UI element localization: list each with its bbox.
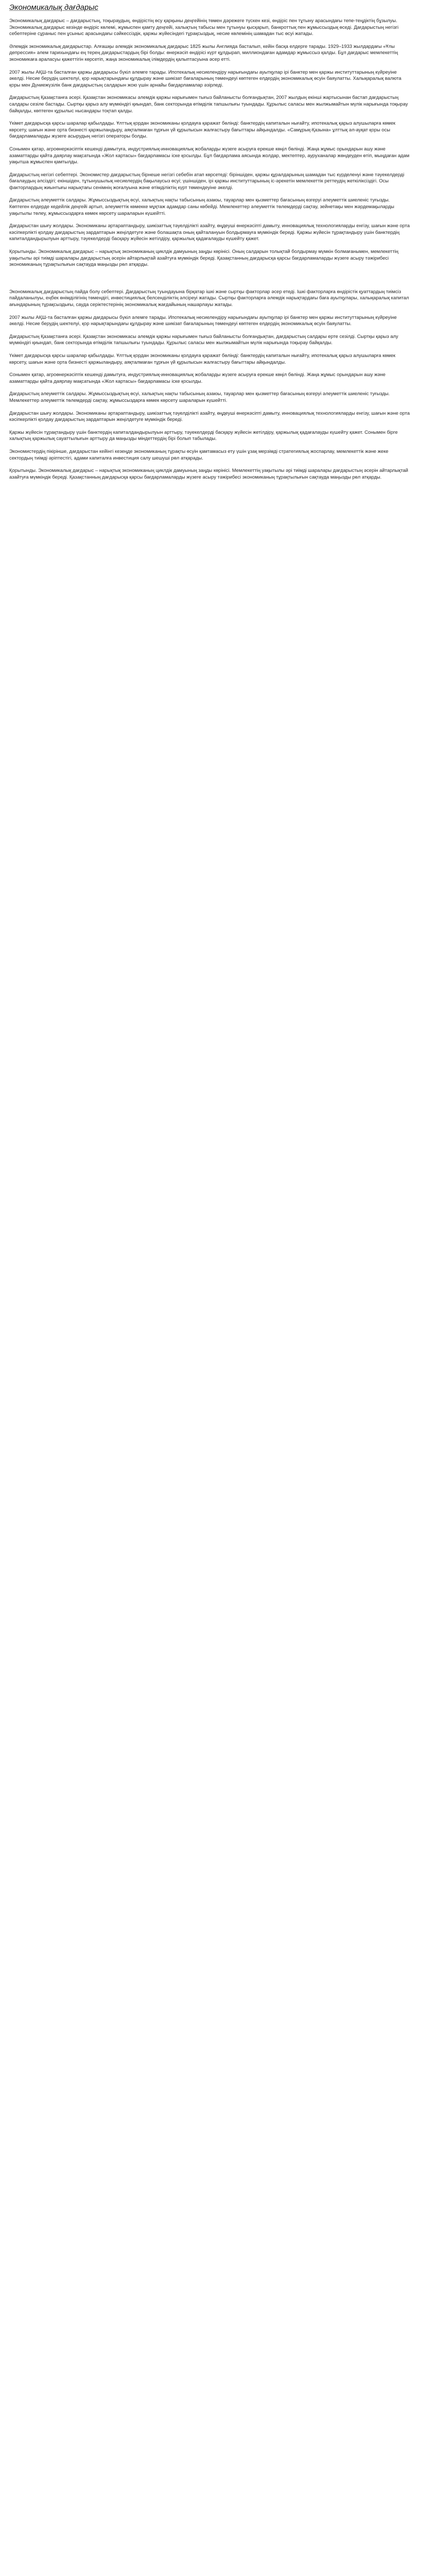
document-title: Экономикалық дағдарыс [9,3,98,12]
essay-part-one [9,18,411,268]
paragraph: Дағдарыстың Қазақстанға әсері. Қазақстан экономикасы әлемдік қаржы нарығымен тығыз байланысты болғандықтан, 2007 жылдың екінші жартысынан бастап дағдарыстың салдары сезіле бастады. Сыртқы қарыз алу мүмкіндігі қиындап, банк секторында өтімділік тапшылығы туындады. Құрылыс саласы мен жылжымайтын мүлік нарығында тоқырау байқалды, көптеген құрылыс нысандары тоқтап қалды. [9,94,408,113]
paragraph: Экономистердің пікірінше, дағдарыстан кейінгі кезеңде экономиканың тұрақты өсуін қамтамасыз ету үшін ұзақ мерзімді стратегиялық жоспарлау, мемлекеттік және жеке сектордың тиімді әріптестігі, адами капиталға инвестиция салу шешуші рөл атқарады. [9,448,389,461]
paragraph: Сонымен қатар, агроөнеркәсіптік кешенді дамытуға, индустриялық-инновациялық жобаларды жүзеге асыруға ерекше көңіл бөлінді. Жаңа жұмыс орындарын ашу және азаматтарды қайта даярлау мақсатында «Жол картасы» бағдарламасы іске қосылды. Бұл бағдарлама аясында жолдар, мектептер, ауруханалар жөндеуден өтіп, мыңдаған адам уақытша жұмыспен қамтылды. [9,145,410,165]
paragraph: Экономикалық дағдарыстың пайда болу себептері. Дағдарыстың туындауына бірқатар ішкі және сыртқы факторлар әсер етеді. Ішкі факторларға өндірістік қуаттардың тиімсіз пайдаланылуы, еңбек өнімділігінің төмендігі, инвестициялық белсенділіктің әлсіреуі жатады. Сыртқы факторларға әлемдік нарықтардағы баға ауытқулары, халықаралық капитал ағындарының тұрақсыздығы, сауда серіктестерінің экономикалық жағдайының нашарлауы жатады. [9,288,409,307]
paragraph: 2007 жылы АҚШ-та басталған қаржы дағдарысы бүкіл әлемге тарады. Ипотекалық несиелендіру нарығындағы ауытқулар ірі банктер мен қаржы институттарының күйреуіне әкелді. Несие берудің шектелуі, қор нарықтарындағы құлдырау және шикізат бағаларының төмендеуі көптеген елдердің экономикалық өсуін баяулатты. Халықаралық валюта қоры мен Дүниежүзілік банк дағдарыстың салдарын жою үшін арнайы бағдарламалар әзірледі. [9,69,402,88]
paragraph: Дағдарыстан шығу жолдары. Экономиканы әртараптандыру, шикізаттық тәуелділікті азайту, өңдеуші өнеркәсіпті дамыту, инновациялық технологияларды енгізу, шағын және орта кәсіпкерлікті қолдау дағдарыстың зардаптарын жеңілдетуге және болашақта оның қайталануын болдырмауға мүмкіндік береді. Қаржы жүйесін тұрақтандыру үшін банктердің капиталдандырылуын арттыру, тәуекелдерді басқару жүйесін жетілдіру, қаржылық қадағалауды күшейту қажет. [9,223,410,242]
paragraph: Дағдарыстан шығу жолдары. Экономиканы әртараптандыру, шикізаттық тәуелділікті азайту, өңдеуші өнеркәсіпті дамыту, инновациялық технологияларды енгізу, шағын және орта кәсіпкерлікті қолдау дағдарыстың зардаптарын жеңілдетуге мүмкіндік береді. [9,410,410,422]
paragraph: Қаржы жүйесін тұрақтандыру үшін банктердің капиталдандырылуын арттыру, тәуекелдерді басқару жүйесін жетілдіру, қаржылық қадағалауды күшейту қажет. Сонымен бірге халықтың қаржылық сауаттылығын арттыру да маңызды міндеттердің бірі болып табылады. [9,429,398,442]
paragraph: Қорытынды. Экономикалық дағдарыс – нарықтық экономиканың циклдік дамуының заңды көрінісі. Оның салдарын толықтай болдырмау мүмкін болмағанымен, мемлекеттің уақытылы әрі тиімді шаралары дағдарыстың әсерін айтарлықтай азайтуға мүмкіндік береді. Қазақстанның дағдарысқа қарсы бағдарламаларды жүзеге асыру тәжірибесі экономиканың тұрақтылығын сақтауда маңызды рөл атқарды. [9,248,398,267]
essay-part-two [9,289,411,480]
essay-body [9,18,411,486]
paragraph: Экономикалық дағдарыс – дағдарыстың, тоқыраудың, өндірістің өсу қарқыны деңгейінің төмен дәрежеге түскен кезі, өндіріс пен тұтыну арасындағы тепе-теңдіктің бұзылуы. Экономикалық дағдарыс кезінде өндіріс көлемі, жұмыспен қамту деңгейі, халықтың табысы мен тұтынуы қысқарып, банкроттық пен жұмыссыздық өседі. Дағдарыстың негізгі себептеріне сұраныс пен ұсыныс арасындағы сәйкессіздік, қаржы жүйесіндегі тұрақсыздық, несие көлемінің шамадан тыс өсуі жатады. [9,18,399,37]
paragraph: Дағдарыстың Қазақстанға әсері. Қазақстан экономикасы әлемдік қаржы нарығымен тығыз байланысты болғандықтан, дағдарыстың салдары ерте сезілді. Сыртқы қарыз алу мүмкіндігі қиындап, банк секторында өтімділік тапшылығы туындады. Құрылыс саласы мен жылжымайтын мүлік нарығында тоқырау байқалды. [9,333,398,346]
paragraph: Үкімет дағдарысқа қарсы шаралар қабылдады. Ұлттық қордан экономиканы қолдауға қаражат бөлінді: банктердің капиталын нығайту, ипотекалық қарыз алушыларға көмек көрсету, шағын және орта бизнесті қаржыландыру, аяқталмаған тұрғын үй құрылысын жалғастыру бағыттары айқындалды. «Самұрық-Қазына» ұлттық әл-ауқат қоры осы бағдарламаларды жүзеге асырудың негізгі операторы болды. [9,120,396,139]
paragraph: Дағдарыстың әлеуметтік салдары. Жұмыссыздықтың өсуі, халықтың нақты табысының азаюы, тауарлар мен қызметтер бағасының өзгеруі әлеуметтік шиеленіс туғызды. Мемлекеттер әлеуметтік төлемдерді сақтау, жұмыссыздарға көмек көрсету шараларын күшейтті. [9,391,390,403]
paragraph: Дағдарыстың әлеуметтік салдары. Жұмыссыздықтың өсуі, халықтың нақты табысының азаюы, тауарлар мен қызметтер бағасының өзгеруі әлеуметтік шиеленіс туғызды. Көптеген елдерде кедейлік деңгейі артып, әлеуметтік көмекке мұқтаж адамдар саны көбейді. Мемлекеттер әлеуметтік төлемдерді сақтау, зейнетақы мен жәрдемақыларды уақытылы төлеу, жұмыссыздарға көмек көрсету шараларын күшейтті. [9,197,394,216]
paragraph: Үкімет дағдарысқа қарсы шаралар қабылдады. Ұлттық қордан экономиканы қолдауға қаражат бөлінді: банктердің капиталын нығайту, ипотекалық қарыз алушыларға көмек көрсету, шағын және орта бизнесті қаржыландыру, аяқталмаған тұрғын үй құрылысын жалғастыру бағыттары айқындалды. [9,352,396,365]
paragraph: 2007 жылы АҚШ-та басталған қаржы дағдарысы бүкіл әлемге тарады. Ипотекалық несиелендіру нарығындағы ауытқулар ірі банктер мен қаржы институттарының күйреуіне әкелді. Несие берудің шектелуі, қор нарықтарындағы құлдырау және шикізат бағаларының төмендеуі көптеген елдердің экономикалық өсуін баяулатты. [9,314,397,327]
paragraph: Сонымен қатар, агроөнеркәсіптік кешенді дамытуға, индустриялық-инновациялық жобаларды жүзеге асыруға ерекше көңіл бөлінді. Жаңа жұмыс орындарын ашу және азаматтарды қайта даярлау мақсатында «Жол картасы» бағдарламасы іске қосылды. [9,371,386,384]
paragraph: Қорытынды. Экономикалық дағдарыс – нарықтық экономиканың циклдік дамуының заңды көрінісі. Мемлекеттің уақытылы әрі тиімді шаралары дағдарыстың әсерін айтарлықтай азайтуға мүмкіндік береді. Қазақстанның дағдарысқа қарсы бағдарламаларды жүзеге асыру тәжірибесі экономиканың тұрақтылығын сақтауда маңызды рөл атқарды. [9,467,408,480]
paragraph: Дағдарыстың негізгі себептері. Экономистер дағдарыстың бірнеше негізгі себебін атап көрсетеді: біріншіден, қаржы құралдарының шамадан тыс күрделенуі және тәуекелдерді бағалаудың әлсіздігі; екіншіден, тұтынушылық несиелердің бақылаусыз өсуі; үшіншіден, ірі қаржы институттарының іс-әрекетін мемлекеттік реттеудің жеткіліксіздігі. Осы факторлардың жиынтығы нарықтағы сенімнің жоғалуына және өтімділіктің күрт төмендеуіне әкелді. [9,171,405,190]
paragraph: Әлемдік экономикалық дағдарыстар. Алғашқы әлемдік экономикалық дағдарыс 1825 жылы Англияда басталып, кейін басқа елдерге тарады. 1929–1933 жылдардағы «Ұлы депрессия» әлем тарихындағы ең терең дағдарыстардың бірі болды: өнеркәсіп өндірісі күрт құлдырап, миллиондаған адамдар жұмыссыз қалды. Бұл дағдарыс мемлекеттің экономикаға араласуы қажеттігін көрсетіп, жаңа экономикалық ілімдердің қалыптасуына әсер етті. [9,43,398,62]
